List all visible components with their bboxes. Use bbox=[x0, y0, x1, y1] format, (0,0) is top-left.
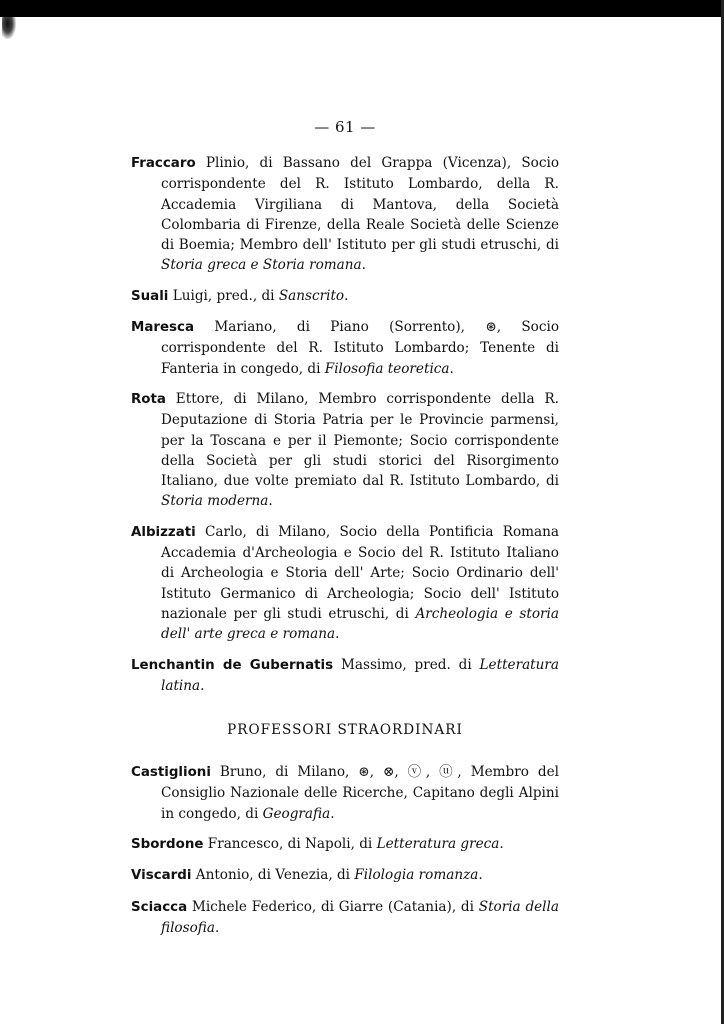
entry-end: . bbox=[449, 360, 454, 377]
entry-subject: Archeologia e storia dell' arte greca e romana bbox=[161, 605, 559, 643]
entry-end: . bbox=[335, 626, 340, 643]
section-heading: PROFESSORI STRAORDINARI bbox=[227, 722, 463, 739]
entries-straordinari bbox=[131, 762, 559, 938]
entry-text: Ettore, di Milano, Membro corrispondente della R. Deputazione di Storia Patria per le Provincie parmensi, per la Toscana e per il Piemonte; Socio corrispondente della Società per gli studi storici del Risorgimento Italiano, due volte premiato dal R. Istituto Lombardo, di bbox=[161, 390, 559, 490]
entry-end: . bbox=[344, 287, 349, 304]
entry-subject: Storia greca e Storia romana bbox=[161, 257, 362, 274]
entry-surname: Suali bbox=[131, 288, 169, 304]
scan-corner-smudge bbox=[2, 17, 16, 39]
entry-text: Michele Federico, di Giarre (Catania), di bbox=[187, 898, 479, 915]
entry-text: Massimo, pred. di bbox=[333, 656, 480, 673]
entry-text: Plinio, di Bassano del Grappa (Vicenza), Socio corrispondente del R. Istituto Lombardo, della R. Accademia Virgiliana di Mantova, della Società Colombaria di Firenze, della Reale Società delle Scienze di Boemia; Membro dell' Istituto per gli studi etruschi, di bbox=[161, 155, 559, 254]
entry-subject: Geografia bbox=[262, 805, 331, 822]
entry-end: . bbox=[214, 919, 220, 936]
scan-top-border bbox=[0, 0, 724, 17]
faculty-entry bbox=[131, 389, 559, 512]
entries-ordinari bbox=[131, 153, 559, 696]
entry-end: . bbox=[330, 805, 335, 822]
entry-subject: Sanscrito bbox=[278, 287, 345, 304]
entry-text: Antonio, di Venezia, di bbox=[191, 867, 355, 884]
entry-text: Carlo, di Milano, Socio della Pontificia Romana Accademia d'Archeologia e Socio del R. Istituto Italiano di Archeologia e Storia dell' Arte; Socio Ordinario dell' Istituto Germanico di Archeologia; Socio dell' Istituto nazionale per gli studi etruschi, di bbox=[161, 523, 559, 622]
entry-end: . bbox=[361, 257, 366, 274]
entry-surname: Sbordone bbox=[131, 837, 204, 853]
faculty-entry bbox=[131, 522, 559, 645]
entry-subject: Letteratura greca bbox=[376, 836, 500, 853]
faculty-entry bbox=[131, 286, 559, 307]
faculty-entry bbox=[131, 865, 559, 886]
entry-subject: Filologia romanza bbox=[354, 867, 479, 884]
entry-end: . bbox=[268, 493, 273, 510]
faculty-entry bbox=[131, 655, 559, 697]
document-page bbox=[131, 118, 559, 948]
entry-text: Luigi, pred., di bbox=[168, 287, 279, 304]
faculty-entry bbox=[131, 317, 559, 379]
faculty-entry bbox=[131, 762, 559, 824]
entry-surname: Rota bbox=[131, 391, 166, 407]
entry-subject: Storia della filosofia bbox=[161, 898, 559, 936]
entry-surname: Fraccaro bbox=[131, 156, 196, 171]
entry-end: . bbox=[478, 867, 483, 884]
faculty-entry bbox=[131, 897, 559, 939]
entry-text: Mariano, di Piano (Sorrento), ⊛, Socio corrispondente del R. Istituto Lombardo; Tenente di Fanteria in congedo, di bbox=[161, 319, 559, 377]
entry-text: Francesco, di Napoli, di bbox=[203, 836, 377, 853]
entry-end: . bbox=[200, 677, 205, 694]
entry-surname: Albizzati bbox=[131, 524, 196, 540]
faculty-entry bbox=[131, 153, 559, 276]
entry-surname: Viscardi bbox=[131, 868, 192, 884]
faculty-entry bbox=[131, 834, 559, 855]
entry-surname: Castiglioni bbox=[131, 765, 211, 781]
entry-subject: Letteratura latina bbox=[161, 656, 559, 694]
entry-surname: Lenchantin de Gubernatis bbox=[131, 657, 334, 673]
entry-end: . bbox=[499, 836, 504, 853]
entry-surname: Sciacca bbox=[131, 899, 188, 915]
page-number: — 61 — bbox=[314, 118, 376, 136]
entry-subject: Storia moderna bbox=[161, 493, 269, 510]
entry-subject: Filosofia teoretica bbox=[324, 360, 450, 377]
entry-surname: Maresca bbox=[131, 320, 194, 336]
entry-text: Bruno, di Milano, ⊛, ⊗, ⓥ, ⓤ, Membro del Consiglio Nazionale delle Ricerche, Capitano degli Alpini in congedo, di bbox=[161, 764, 559, 822]
